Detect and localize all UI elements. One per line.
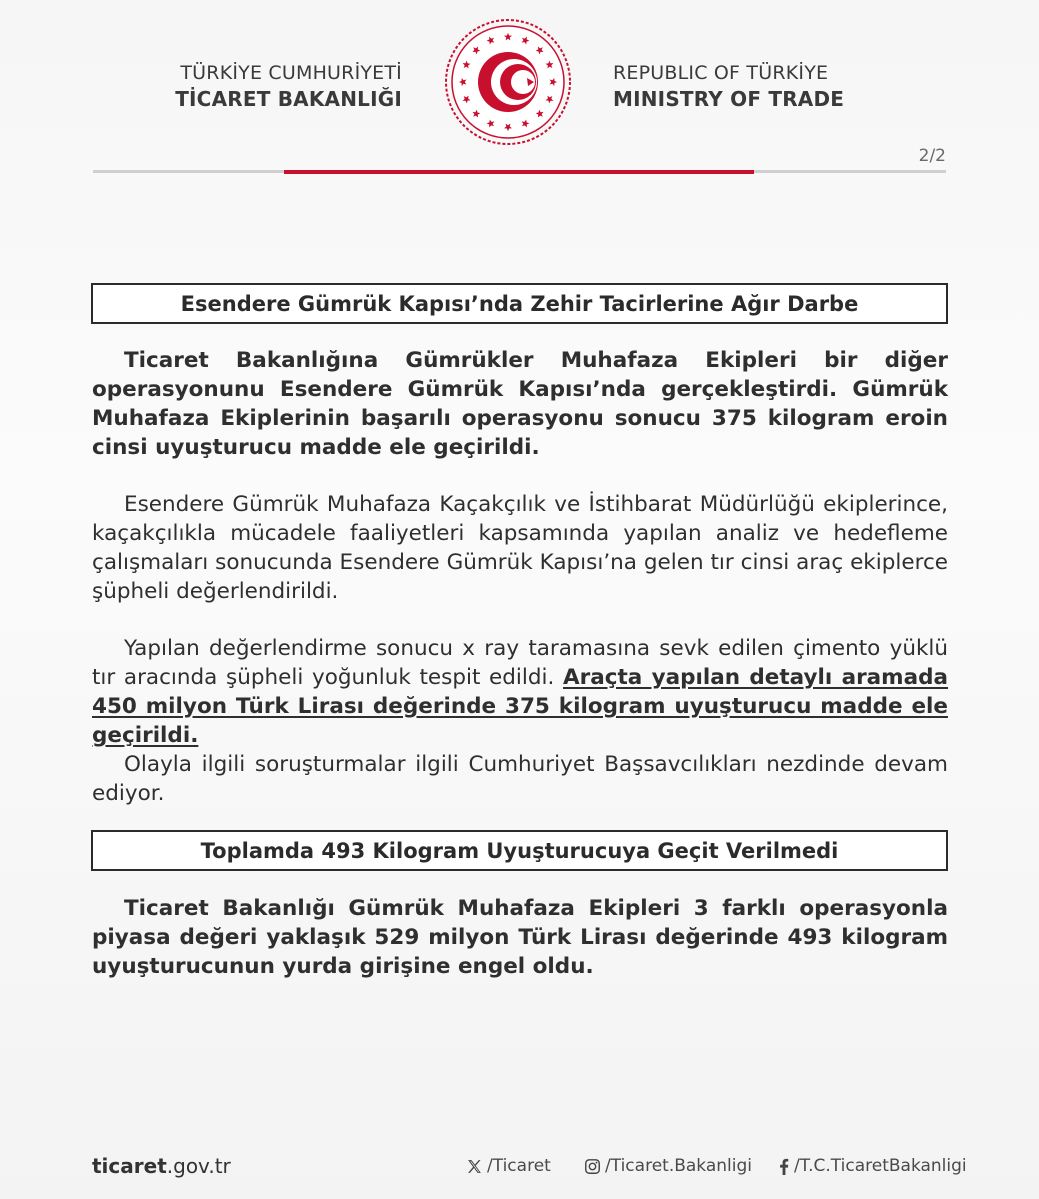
paragraph-summary: Ticaret Bakanlığına Gümrükler Muhafaza Ekipleri bir diğer operasyonunu Esendere Gümrük Kapısı’nda gerçekleştirdi. Gümrük Muhafaza Ekiplerinin başarılı operasyonu sonucu 375 kilogram eroin cinsi uyuşturucu madde ele geçirildi. [92,348,948,460]
website-link[interactable]: ticaret.gov.tr [92,1154,231,1178]
letterhead [0,0,1039,180]
ministry-seal-logo [444,18,572,146]
section-heading-esendere: Esendere Gümrük Kapısı’nda Zehir Tacirlerine Ağır Darbe [91,283,948,324]
paragraph-investigation: Esendere Gümrük Muhafaza Kaçakçılık ve İstihbarat Müdürlüğü ekiplerince, kaçakçılıkla mücadele faaliyetleri kapsamında yapılan analiz ve hedefleme çalışmaları sonucunda Esendere Gümrük Kapısı’na gelen tır cinsi araç ekiplerce şüpheli değerlendirildi. [92,492,948,604]
facebook-link[interactable]: /T.C.TicaretBakanligi [778,1156,967,1176]
seizure-text: Yapılan değerlendirme sonucu x ray taramasına sevk edilen çimento yüklü tır aracında şüpheli yoğunluk tespit edildi. [92,636,948,690]
footer [0,1150,1039,1182]
page-number: 2/2 [918,146,946,166]
instagram-link[interactable]: /Ticaret.Bakanligi [584,1156,752,1176]
ministry-name-english: REPUBLIC OF TÜRKİYE MINISTRY OF TRADE [613,62,845,111]
facebook-icon [778,1158,790,1175]
header-divider-accent [284,170,754,174]
ministry-name-turkish: TÜRKİYE CUMHURİYETİ TİCARET BAKANLIĞI [175,62,402,111]
paragraph-total: Ticaret Bakanlığı Gümrük Muhafaza Ekipleri 3 farklı operasyonla piyasa değeri yaklaşık 529 milyon Türk Lirası değerinde 493 kilogram uyuşturucunun yurda girişine engel oldu. [92,896,948,979]
seizure-highlight: Araçta yapılan detaylı aramada 450 milyon Türk Lirası değerinde 375 kilogram uyuşturucu madde ele geçirildi. [92,665,948,748]
x-icon [466,1158,483,1175]
section-heading-total: Toplamda 493 Kilogram Uyuşturucuya Geçit Verilmedi [91,830,948,871]
paragraph-prosecution: Olayla ilgili soruşturmalar ilgili Cumhuriyet Başsavcılıkları nezdinde devam ediyor. [92,752,948,806]
instagram-icon [584,1158,601,1175]
paragraph-seizure [92,634,948,750]
x-link[interactable]: /Ticaret [466,1156,551,1176]
